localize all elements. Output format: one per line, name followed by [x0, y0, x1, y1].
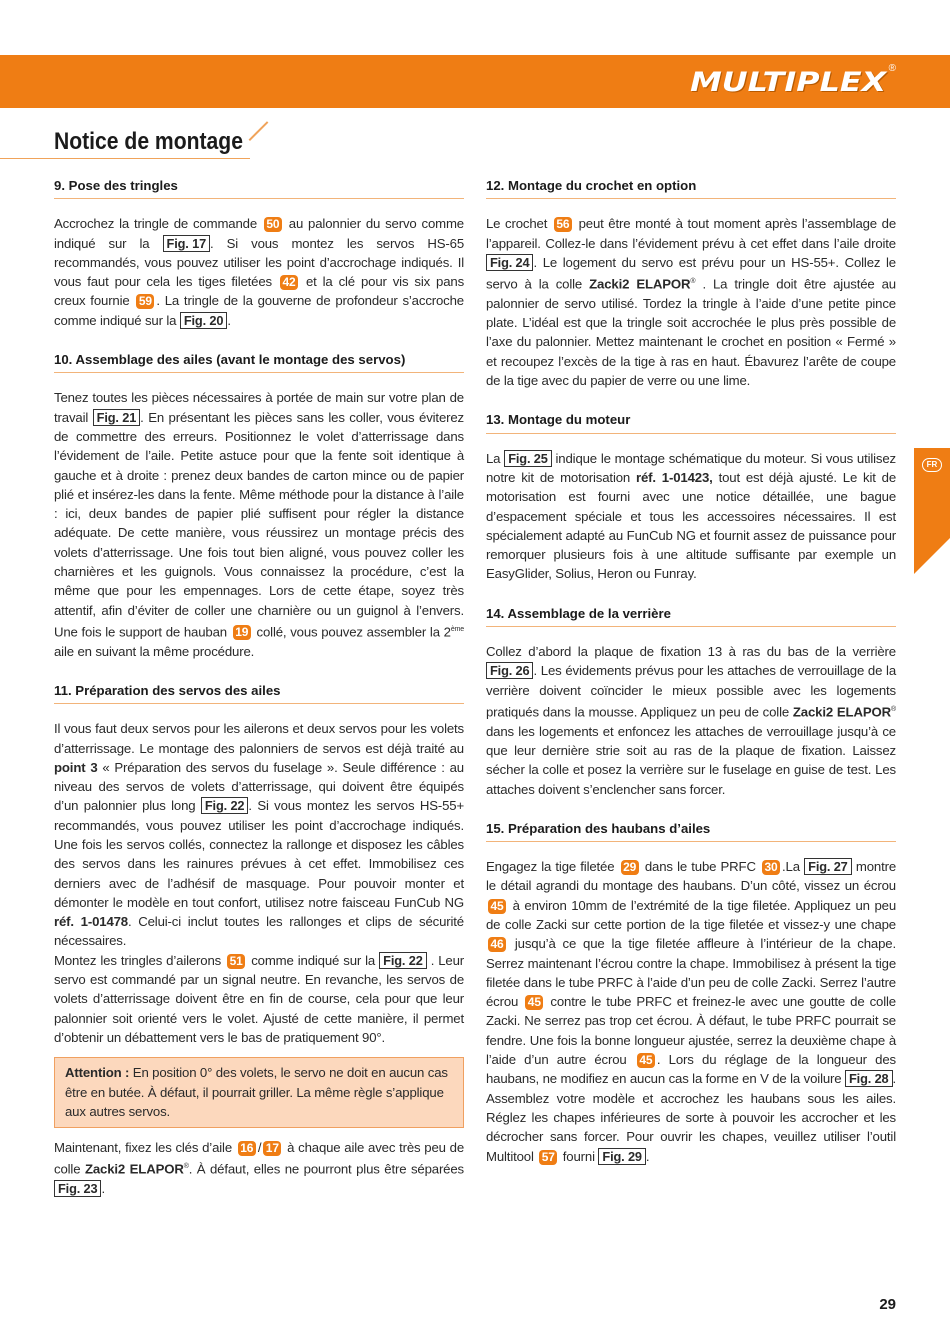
section-rule — [54, 703, 464, 704]
language-badge: FR — [922, 458, 942, 472]
part-number-badge: 46 — [488, 937, 506, 952]
title-underline — [0, 158, 250, 159]
section-paragraph: Le crochet 56 peut être monté à tout moment après l’assemblage de l’appareil. Collez-le dans l’évidement prévu à cet effet dans l’aile droite Fig. 24 . Le logement du servo est prévu pour un HS-55+. Collez le servo à la colle Zacki2 ELAPOR® . La tringle doit être ajustée au palonnier de servo utilisé. Tordez la tringle à l’aide d’une petite pince plate. L’idéal est que la tringle soit accrochée le plus près possible de l’axe du palonnier. Mettez maintenant le crochet en position « Fermé » et recoupez l’excès de la tige à ras en haut. Ébavurez l’arête de coupe de la tige avec du papier de verre ou une lime. — [486, 216, 897, 389]
attention-text: En position 0° des volets, le servo ne doit en aucun cas être en butée. À défaut, il pourrait griller. La même règle s’applique aux autres servos. — [65, 1065, 448, 1119]
section-rule — [486, 198, 896, 199]
brand-logo: MULTIPLEX — [689, 67, 886, 98]
section-title: 10. Assemblage des ailes (avant le montage des servos) — [54, 352, 406, 368]
page-number: 29 — [879, 1296, 896, 1313]
registered-mark: ® — [888, 63, 896, 74]
section-rule — [54, 372, 464, 373]
part-number-badge: 17 — [263, 1141, 281, 1156]
section-title: 11. Préparation des servos des ailes — [54, 682, 281, 698]
section-title: 14. Assemblage de la verrière — [486, 605, 671, 621]
page-title: Notice de montage — [54, 128, 243, 155]
figure-ref: Fig. 22 — [201, 797, 248, 814]
section-title: 15. Préparation des haubans d’ailes — [486, 820, 711, 836]
language-tab-cut — [914, 538, 950, 574]
figure-ref: Fig. 22 — [379, 952, 426, 969]
section-paragraph: Engagez la tige filetée 29 dans le tube PRFC 30 .La Fig. 27 montre le détail agrandi du montage des haubans. D’un côté, vissez un écrou 45 à environ 10mm de l’extrémité de la tige filetée. Appliquez un peu de colle Zacki sur cette portion de la tige filetée et vissez-y une chape 46 jusqu’à ce que la tige filetée affleure à l’intérieur de la chape. Serrez maintenant l’écrou contre la chape. Immobilisez à présent la tige filetée dans le tube PRFC à l’aide d’un peu de colle Zacki. Serrez l’autre écrou 45 contre le tube PRFC et freinez-le avec une goutte de colle Zacki. Ne serrez pas trop cet écrou. À défaut, le tube PRFC pourrait se fendre. Une fois la bonne longueur ajustée, serrez la deuxième chape à l’aide d’un autre écrou 45 . Lors du réglage de la longueur des haubans, ne modifiez en aucun cas la forme en V de la voilure Fig. 28 . Assemblez votre modèle et accrochez les haubans sous les ailes. Réglez les chapes inférieures de sorte à pouvoir les accrocher et les décrocher sans forcer. Pour ouvrir les chapes, veuillez utiliser l’outil Multitool 57 fourni Fig. 29 . — [486, 859, 897, 1164]
figure-ref: Fig. 26 — [486, 662, 533, 679]
part-number-badge: 42 — [280, 275, 298, 290]
section-paragraph: Collez d’abord la plaque de fixation 13 à ras du bas de la verrière Fig. 26 . Les évidements prévus pour les attaches de verrouillage de la verrière doivent coïncider le mieux possible avec les logements pratiqués dans la mousse. Appliquez un peu de colle Zacki2 ELAPOR® dans les logements et enfoncez les attaches de verrouillage jusqu’à ce que leur dernière strie soit au ras de la plaque de fixation. Laissez sécher la colle et posez la verrière sur le fuselage en guise de test. Les attaches doivent s’enclencher sans forcer. — [486, 644, 896, 797]
part-number-badge: 29 — [621, 860, 639, 875]
figure-ref: Fig. 27 — [804, 858, 851, 875]
part-number-badge: 45 — [525, 995, 543, 1010]
section-paragraph: La Fig. 25 indique le montage schématique du moteur. Si vous utilisez notre kit de motorisation réf. 1-01423, tout est déjà ajusté. Le kit de motorisation est fourni avec une notice détaillée, une bague d’espacement spéciale et tous les accessoires nécessaires. Il est spécialement adapté au FunCub NG et fournit assez de puissance pour remorquer plusieurs fois à une altitude suffisante par exemple un EasyGlider, Solius, Heron ou Funray. — [486, 450, 897, 582]
part-number-badge: 16 — [238, 1141, 256, 1156]
part-number-badge: 51 — [227, 954, 245, 969]
section-rule — [54, 198, 464, 199]
section-paragraph: Maintenant, fixez les clés d’aile 16 / 17 à chaque aile avec très peu de colle Zacki2 ELAPOR®. À défaut, elles ne pourront plus être séparées Fig. 23 . — [54, 1140, 465, 1197]
part-number-badge: 45 — [488, 899, 506, 914]
part-number-badge: 19 — [233, 625, 251, 640]
section-title: 13. Montage du moteur — [486, 412, 631, 428]
figure-ref: Fig. 28 — [845, 1070, 892, 1087]
section-paragraph: Tenez toutes les pièces nécessaires à portée de main sur votre plan de travail Fig. 21 . En présentant les pièces sans les coller, vous éviterez de commettre des erreurs. Positionnez le volet d’atterrissage dans l’évidement de l’aile. Petite astuce pour que la fente soit identique à gauche et à droite : prenez deux bandes de carton mince ou de papier plié et insérez-les dans la fente. Même méthode pour la distance à l’aile : ici, deux bandes de papier plié suffisent pour régler la distance adéquate. De cette manière, vous réussirez un montage précis des volets d’atterrissage. Une fois tout bien aligné, vous pouvez coller les charnières et les guignols. Vous connaissez la procédure, c’est la même que pour les empennages. Lors de cette étape, soyez très attentif, afin d’éviter de coller une charnière ou un guignol à l’envers. Une fois le support de hauban 19 collé, vous pouvez assembler la 2ème aile en suivant la même procédure. — [54, 390, 465, 659]
part-number-badge: 45 — [637, 1053, 655, 1068]
section-title: 9. Pose des tringles — [54, 178, 178, 193]
part-number-badge: 59 — [136, 294, 154, 309]
section-paragraph: Il vous faut deux servos pour les ailerons et deux servos pour les volets d’atterrissage. Le montage des palonniers de servos est déjà traité au point 3 « Préparation des servos du fuselage ». Seule différence : au niveau des servos de volets d’atterrissage, qui doivent être équipés d’un palonnier plus long Fig. 22 . Si vous montez les servos HS-55+ recommandés, vous pouvez utiliser les point d’accrochage indiqués. Une fois les servos collés, connectez la rallonge et disposez les câbles des servos dans les rainures prévues à cet effet. Immobilisez ces derniers avec de l’adhésif de masquage. Pour pouvoir monter et démonter le modèle en tout confort, utilisez notre faisceau FunCub NG réf. 1-01478. Celui-ci inclut toutes les rallonges et clips de sécurité nécessaires. — [54, 721, 465, 949]
figure-ref: Fig. 21 — [93, 409, 140, 426]
part-number-badge: 50 — [264, 217, 282, 232]
section-rule — [486, 626, 896, 627]
figure-ref: Fig. 24 — [486, 254, 533, 271]
part-number-badge: 57 — [539, 1150, 557, 1165]
attention-box — [54, 1057, 464, 1128]
figure-ref: Fig. 29 — [598, 1148, 645, 1165]
figure-ref: Fig. 17 — [163, 235, 210, 252]
right-column — [486, 176, 896, 1166]
section-rule — [486, 433, 896, 434]
section-paragraph: Accrochez la tringle de commande 50 au palonnier du servo comme indiqué sur la Fig. 17 . Si vous montez les servos HS-65 recommandés, vous pouvez utiliser les point d’accrochage indiqués. Il vous faut pour cela les tiges filetées 42 et la clé pour vis six pans creux fournie 59 . La tringle de la gouverne de profondeur s’accroche comme indiqué sur la Fig. 20 . — [54, 216, 465, 328]
part-number-badge: 56 — [554, 217, 572, 232]
section-title: 12. Montage du crochet en option — [486, 178, 697, 193]
part-number-badge: 30 — [762, 860, 780, 875]
attention-label: Attention : — [65, 1065, 130, 1081]
left-column — [54, 176, 464, 1198]
section-rule — [486, 841, 896, 842]
header-bar — [0, 55, 950, 108]
figure-ref: Fig. 23 — [54, 1180, 101, 1197]
section-paragraph: Montez les tringles d’ailerons 51 comme indiqué sur la Fig. 22 . Leur servo est commandé par un signal neutre. En revanche, les servos de volets d’atterrissage doivent être en fin de course, cela pour que leur palonnier soit orienté vers le volet. Ajusté de cette manière, il permet d’obtenir un débattement vers le bas de pratiquement 90°. — [54, 952, 465, 1045]
figure-ref: Fig. 20 — [180, 312, 227, 329]
figure-ref: Fig. 25 — [504, 450, 551, 467]
page-title-wrap — [54, 128, 274, 162]
